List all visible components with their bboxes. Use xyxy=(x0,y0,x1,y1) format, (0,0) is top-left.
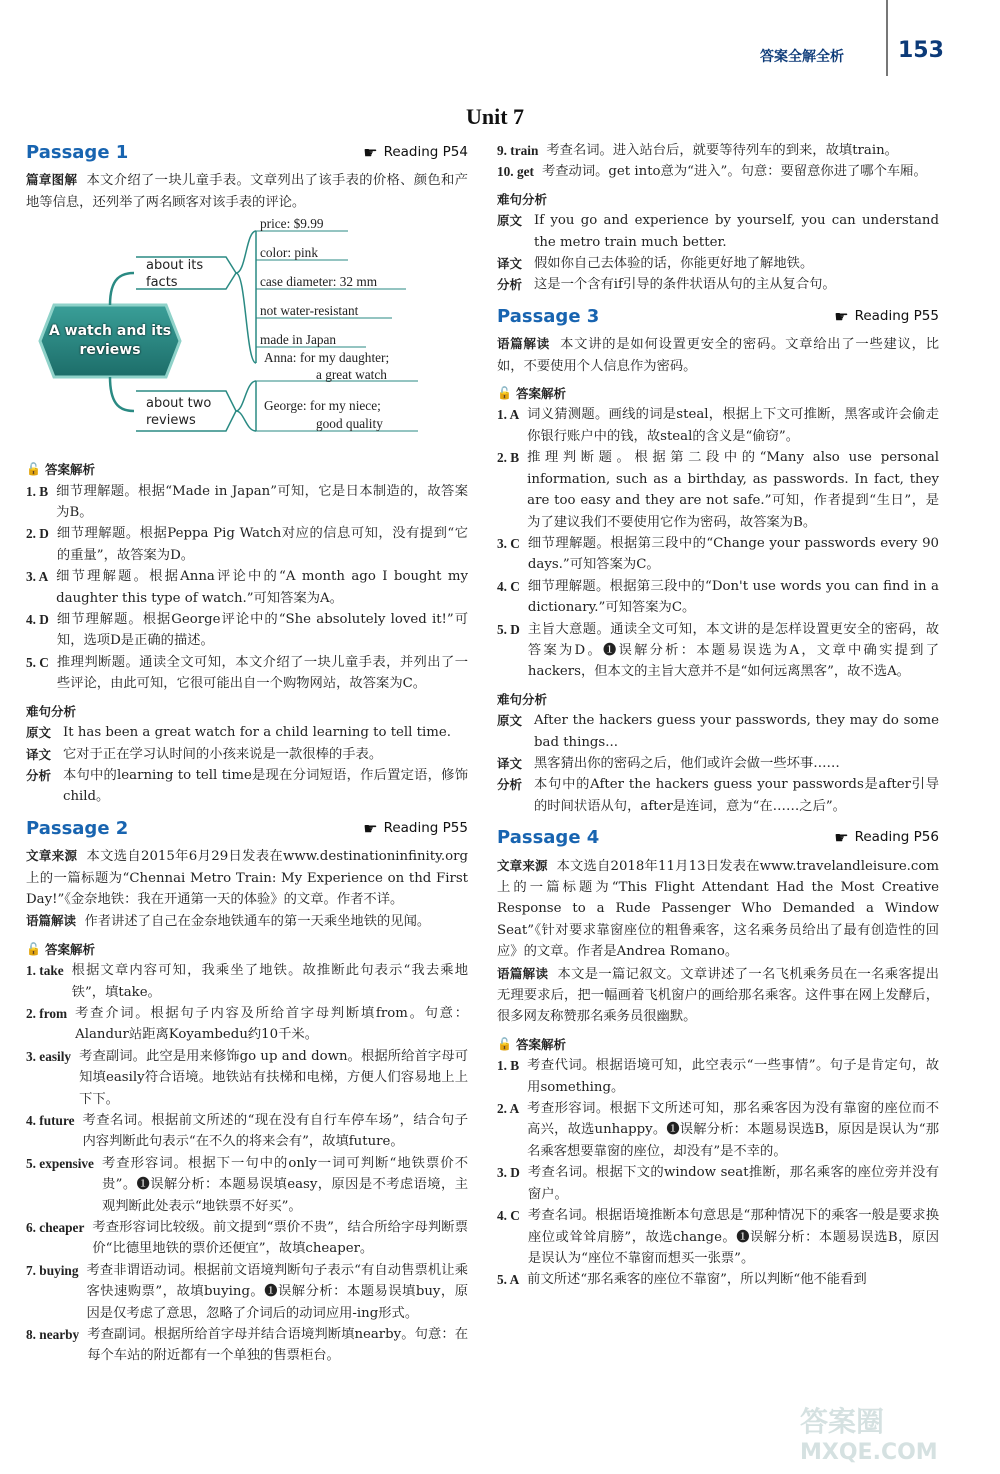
passage4-heading xyxy=(497,827,939,848)
pointing-hand-icon: ☛ xyxy=(363,818,378,838)
answer-number: 2. B xyxy=(497,450,520,466)
lock-icon: 🔓 xyxy=(26,462,41,477)
analysis-text: 本句中的learning to tell time是现在分词短语，作后置定语，修饰child。 xyxy=(63,767,468,805)
original-label: 原文 xyxy=(497,713,523,729)
header-title: 答案全解全析 xyxy=(760,49,844,65)
answer-item xyxy=(497,576,939,619)
answer-number: 4. C xyxy=(497,1208,520,1224)
watermark-line1: 答案圈 xyxy=(800,1405,885,1438)
passage3-reading xyxy=(497,333,939,377)
answer-item xyxy=(497,447,939,533)
answer-text: 考查形容词。根据下一句中的only一词可判断“地铁票价不贵”。❶误解分析：本题易误填easy，原因是不考虑语境，主观判断此处表示“地铁票不好买”。 xyxy=(101,1155,468,1214)
watermark-logo xyxy=(800,1400,980,1465)
passage2-title: Passage 2 xyxy=(26,817,129,839)
analysis xyxy=(26,765,468,808)
leaf-george-1: George: for my niece; xyxy=(264,398,381,414)
passage3-heading xyxy=(497,306,939,327)
answer-item xyxy=(497,1205,939,1269)
pointing-hand-icon: ☛ xyxy=(834,306,849,326)
answer-number: 5. expensive xyxy=(26,1155,94,1171)
answer-item xyxy=(26,566,468,609)
answer-item xyxy=(497,1162,939,1205)
branch-reviews: about two reviews xyxy=(146,396,212,429)
answer-text: 考查介词。根据句子内容及所给首字母判断填from。句意：Alandur站距离Koyambedu约10千米。 xyxy=(75,1005,468,1043)
passage1-heading xyxy=(26,142,468,163)
translation-text: 它对于正在学习认时间的小孩来说是一款很棒的手表。 xyxy=(63,746,383,762)
answer-text: 考查副词。此空是用来修饰go up and down。根据所给首字母可知填easily符合语境。地铁站有扶梯和电梯，方便人们容易地上上下下。 xyxy=(79,1048,468,1107)
answer-number: 5. A xyxy=(497,1272,520,1288)
translation xyxy=(26,744,468,765)
answer-text: 前文所述“那名乘客的座位不靠窗”，所以判断“他不能看到 xyxy=(527,1272,867,1288)
answer-number: 2. from xyxy=(26,1005,68,1021)
original-text: After the hackers guess your passwords, they may do some bad things... xyxy=(534,713,939,750)
analysis-label: 分析 xyxy=(497,277,523,293)
answers-label: 答案解析 xyxy=(515,386,566,402)
leaf-george-2: good quality xyxy=(316,416,383,432)
translation-label: 译文 xyxy=(26,746,52,762)
unit-title: Unit 7 xyxy=(465,104,525,129)
answer-number: 1. A xyxy=(497,407,520,423)
passage3-ref-text: Reading P55 xyxy=(854,307,939,324)
answer-text: 考查非谓语动词。根据前文语境判断句子表示“有自动售票机让乘客快速购票”，故填buying。❶误解分析：本题易误填buy，原因是仅考虑了意思，忽略了介词后的动词应用-ing形式。 xyxy=(86,1262,468,1321)
passage2-reading xyxy=(26,910,468,932)
answer-item xyxy=(497,161,939,182)
answer-item xyxy=(497,619,939,683)
answer-number: 6. cheaper xyxy=(26,1220,85,1236)
passage4-ref-text: Reading P56 xyxy=(854,829,939,846)
passage2-ref-text: Reading P55 xyxy=(383,819,468,836)
pointing-hand-icon: ☛ xyxy=(363,143,378,162)
answer-item xyxy=(26,652,468,695)
leaf-price: price: $9.99 xyxy=(260,216,324,232)
answer-number: 3. A xyxy=(26,569,49,585)
mind-map xyxy=(26,217,468,449)
reading-text: 本文是一篇记叙文。文章讲述了一名飞机乘务员在一名乘客提出无理要求后，把一幅画着飞机窗户的画给那名乘客。这件事在网上发酵后，很多网友称赞那名乘务员很幽默。 xyxy=(497,966,939,1025)
analysis xyxy=(497,274,939,295)
passage2-answers-heading xyxy=(26,939,468,960)
answer-text: 根据文章内容可知，我乘坐了地铁。故推断此句表示“我去乘地铁”，填take。 xyxy=(71,963,468,1000)
branch-facts: about its facts xyxy=(146,258,204,291)
analysis-label: 分析 xyxy=(26,767,52,783)
header-divider xyxy=(886,0,888,76)
answer-item xyxy=(497,533,939,576)
answer-text: 细节理解题。根据第三段中的“Don't use words you can find in a dictionary.”可知答案为C。 xyxy=(527,578,939,616)
answer-item xyxy=(497,1055,939,1098)
reading-text: 本文讲的是如何设置更安全的密码。文章给出了一些建议，比如，不要使用个人信息作为密码。 xyxy=(497,337,939,374)
original-sentence xyxy=(26,722,468,743)
passage4-title: Passage 4 xyxy=(497,827,600,849)
answer-number: 9. train xyxy=(497,143,539,158)
source-text: 本文选自2015年6月29日发表在www.destinationinfinity.org上的一篇标题为“Chennai Metro Train: My Experience on thd First Day!”《金奈地铁：我在开通第一天的体验》的文章。作者不详。 xyxy=(26,849,468,907)
intro-text: 本文介绍了一块儿童手表。文章列出了该手表的价格、颜色和产地等信息，还列举了两名顾客对该手表的评论。 xyxy=(26,173,468,210)
passage4-source xyxy=(497,855,939,963)
answer-text: 考查名词。根据语境推断本句意思是“那种情况下的乘客一般是要求换座位或耸耸肩膀”，故选change。❶误解分析：本题易误选B，原因是误认为“座位不靠窗而想买一张票”。 xyxy=(527,1208,939,1266)
answer-text: 细节理解题。根据Peppa Pig Watch对应的信息可知，没有提到“它的重量”，故答案为D。 xyxy=(56,526,468,563)
answers-label: 答案解析 xyxy=(44,941,95,957)
translation-text: 假如你自己去体验的话，你能更好地了解地铁。 xyxy=(534,256,814,272)
passage1-difficult-heading: 难句分析 xyxy=(26,703,77,719)
analysis-text: 本句中的After the hackers guess your passwords是after引导的时间状语从句，after是连词，意为“在……之后”。 xyxy=(534,777,939,814)
passage2-source xyxy=(26,845,468,910)
analysis-text: 这是一个含有if引导的条件状语从句的主从复合句。 xyxy=(534,277,836,293)
original-text: If you go and experience by yourself, you can understand the metro train much better. xyxy=(534,213,939,250)
answer-number: 7. buying xyxy=(26,1262,79,1278)
answer-text: 细节理解题。根据“Made in Japan”可知，它是日本制造的，故答案为B。 xyxy=(56,483,468,521)
answer-item xyxy=(26,1324,468,1367)
answer-number: 5. D xyxy=(497,621,520,637)
answer-item xyxy=(497,404,939,447)
answer-number: 1. B xyxy=(26,483,49,499)
passage2-reference xyxy=(363,818,468,839)
answer-number: 4. C xyxy=(497,578,520,594)
passage1-intro xyxy=(26,169,468,213)
answer-text: 主旨大意题。通读全文可知，本文讲的是怎样设置更安全的密码，故答案为D。❶误解分析：本题易误选为A，文章中确实提到了hackers，但本文的主旨大意并不是“如何远离黑客”，故不选A。 xyxy=(527,621,939,680)
answer-text: 细节理解题。根据第三段中的“Change your passwords every 90 days.”可知答案为C。 xyxy=(527,535,939,573)
passage1-title: Passage 1 xyxy=(26,142,129,163)
answers-label: 答案解析 xyxy=(515,1036,566,1052)
answer-text: 推理判断题。通读全文可知，本文介绍了一块儿童手表，并列出了一些评论，由此可知，它很可能出自一个购物网站，故答案为C。 xyxy=(56,654,468,692)
answer-item xyxy=(26,609,468,652)
source-text: 本文选自2018年11月13日发表在www.travelandleisure.com上的一篇标题为“This Flight Attendant Had the Most Creative Response to a Rude Passenger Who Demanded a Window Seat”《针对要求靠窗座位的粗鲁乘客，这名乘务员给出了最有创造性的回应》的文章。作者是Andrea Romano。 xyxy=(497,858,939,960)
answer-item xyxy=(26,523,468,566)
passage3-title: Passage 3 xyxy=(497,305,600,327)
translation xyxy=(497,753,939,774)
leaf-color: color: pink xyxy=(260,245,318,261)
answer-number: 10. get xyxy=(497,164,534,180)
reading-label: 语篇解读 xyxy=(497,336,551,352)
answer-number: 5. C xyxy=(26,654,49,670)
translation-label: 译文 xyxy=(497,256,523,272)
answer-number: 1. B xyxy=(497,1058,520,1074)
watermark-line2: MXQE.COM xyxy=(800,1440,938,1465)
answer-item xyxy=(26,1003,468,1046)
passage1-reference xyxy=(363,142,468,163)
answer-item xyxy=(26,481,468,524)
source-label: 文章来源 xyxy=(26,848,78,864)
leaf-water: not water-resistant xyxy=(260,303,359,319)
answer-number: 3. C xyxy=(497,535,520,551)
passage4-reading xyxy=(497,963,939,1028)
original-sentence xyxy=(497,210,939,253)
translation-label: 译文 xyxy=(497,755,523,771)
answer-item xyxy=(26,1153,468,1217)
passage3-difficult-heading: 难句分析 xyxy=(497,691,548,707)
answer-text: 考查动词。get into意为“进入”。句意：要留意你进了哪个车厢。 xyxy=(541,164,927,180)
answer-number: 4. D xyxy=(26,612,49,628)
answer-number: 8. nearby xyxy=(26,1327,80,1343)
answer-text: 推理判断题。根据第二段中的“Many also use personal information, such as a birthday, as passwords. In fact, they are too easy and they are not safe.”可知，作者提到“生日”，是为了建议我们不要使用它作为密码，故答案为B。 xyxy=(527,450,939,530)
translation-text: 黑客猜出你的密码之后，他们或许会做一些坏事…… xyxy=(534,755,840,771)
source-label: 文章来源 xyxy=(497,857,548,873)
passage2-difficult-heading: 难句分析 xyxy=(497,191,548,207)
answer-text: 考查形容词。根据下文所述可知，那名乘客因为没有靠窗的座位而不高兴，故选unhappy。❶误解分析：本题易误选B，原因是误认为“那名乘客想要靠窗的座位，却没有”是不幸的。 xyxy=(527,1101,939,1159)
answer-text: 考查名词。根据下文的window seat推断，那名乘客的座位旁并没有窗户。 xyxy=(527,1165,939,1202)
answer-item xyxy=(26,960,468,1003)
passage3-answers-heading xyxy=(497,383,939,404)
answer-item xyxy=(497,1098,939,1162)
right-column xyxy=(497,140,939,1291)
leaf-anna-1: Anna: for my daughter; xyxy=(264,350,390,366)
answer-text: 考查名词。进入站台后，就要等待列车的到来，故填train。 xyxy=(546,143,898,158)
passage2-heading xyxy=(26,818,468,839)
answer-number: 4. future xyxy=(26,1113,75,1128)
pointing-hand-icon: ☛ xyxy=(834,828,849,848)
mind-map-center: A watch and its reviews xyxy=(48,323,172,359)
answer-number: 2. A xyxy=(497,1101,520,1117)
reading-label: 语篇解读 xyxy=(26,913,77,929)
answer-text: 考查副词。根据所给首字母并结合语境判断填nearby。句意：在每个车站的附近都有一个单独的售票柜台。 xyxy=(87,1327,468,1364)
answer-text: 考查代词。根据语境可知，此空表示“一些事情”。句子是肯定句，故用something。 xyxy=(527,1058,939,1095)
leaf-diameter: case diameter: 32 mm xyxy=(260,274,378,290)
passage3-reference xyxy=(834,306,939,327)
answer-number: 1. take xyxy=(26,963,64,979)
translation xyxy=(497,253,939,274)
answer-item xyxy=(26,1046,468,1110)
original-sentence xyxy=(497,710,939,753)
page-header xyxy=(0,0,1000,100)
leaf-anna-2: a great watch xyxy=(316,367,387,383)
answers-label: 答案解析 xyxy=(44,462,95,478)
passage4-reference xyxy=(834,827,939,848)
analysis xyxy=(497,774,939,817)
answer-item xyxy=(26,1110,468,1153)
answer-item xyxy=(497,140,939,161)
reading-text: 作者讲述了自己在金奈地铁通车的第一天乘坐地铁的见闻。 xyxy=(84,914,431,930)
answer-text: 词义猜测题。画线的词是steal，根据上下文可推断，黑客或许会偷走你银行账户中的钱，故steal的含义是“偷窃”。 xyxy=(527,407,939,444)
passage4-answers-heading xyxy=(497,1034,939,1055)
lock-icon: 🔓 xyxy=(497,1036,512,1051)
passage1-ref-text: Reading P54 xyxy=(383,144,468,160)
reading-label: 语篇解读 xyxy=(497,965,549,981)
answer-number: 3. easily xyxy=(26,1048,72,1064)
passage1-answers-heading xyxy=(26,459,468,480)
answer-number: 3. D xyxy=(497,1165,520,1181)
lock-icon: 🔓 xyxy=(26,941,41,956)
answer-item xyxy=(26,1260,468,1324)
original-label: 原文 xyxy=(26,725,52,741)
answer-text: 考查形容词比较级。前文提到“票价不贵”，结合所给字母判断票价“比德里地铁的票价还便宜”，故填cheaper。 xyxy=(92,1220,468,1257)
answer-text: 细节理解题。根据Anna评论中的“A month ago I bought my daughter this type of watch.”可知答案为A。 xyxy=(56,569,468,606)
answer-text: 细节理解题。根据George评论中的“She absolutely loved it!”可知，选项D是正确的描述。 xyxy=(56,612,468,649)
left-column xyxy=(26,140,468,1367)
lock-icon: 🔓 xyxy=(497,386,512,401)
analysis-label: 分析 xyxy=(497,777,523,793)
original-text: It has been a great watch for a child learning to tell time. xyxy=(63,725,451,741)
original-label: 原文 xyxy=(497,213,523,229)
leaf-origin: made in Japan xyxy=(260,332,337,348)
answer-number: 2. D xyxy=(26,526,49,542)
intro-label: 篇章图解 xyxy=(26,172,78,188)
answer-item xyxy=(497,1269,939,1290)
answer-item xyxy=(26,1217,468,1260)
answer-text: 考查名词。根据前文所述的“现在没有自行车停车场”，结合句子内容判断此句表示“在不久的将来会有”，故填future。 xyxy=(82,1113,468,1150)
page-number: 153 xyxy=(898,38,944,63)
